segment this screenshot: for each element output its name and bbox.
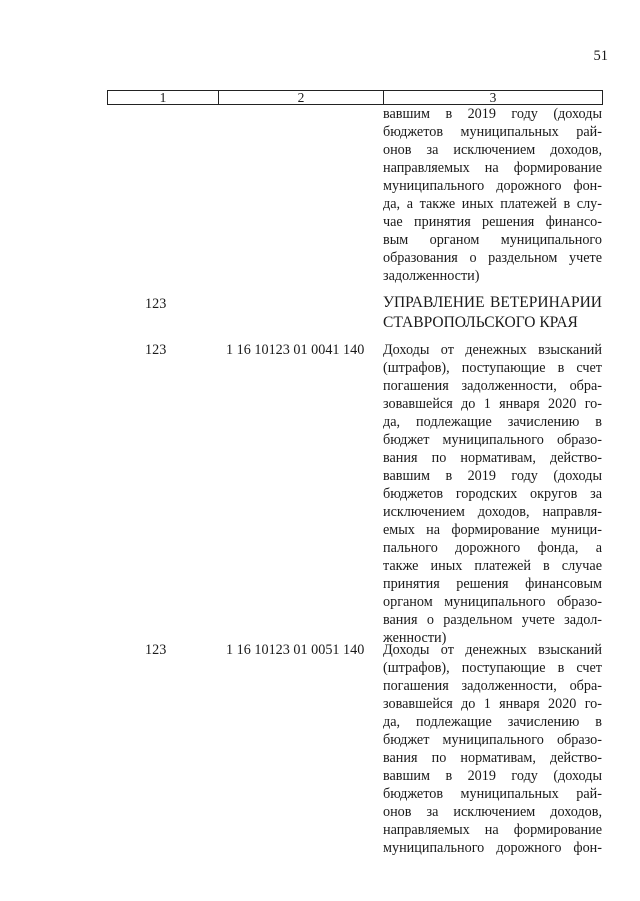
organization-heading <box>383 293 602 333</box>
text-line: онов за исключением доходов, <box>383 142 602 158</box>
text-line: также иных платежей в случае <box>383 558 602 574</box>
text-line: вавшим в 2019 году (доходы <box>383 106 602 122</box>
text-line: чае принятия решения финансо- <box>383 214 602 230</box>
kbk-code: 1 16 10123 01 0041 140 <box>226 342 365 358</box>
text-line: исключением доходов, направля- <box>383 504 602 520</box>
text-line: женности) <box>383 630 447 646</box>
income-description <box>383 341 602 647</box>
text-line: (штрафов), поступающие в счет <box>383 660 602 676</box>
header-col-3: 3 <box>489 90 497 105</box>
text-line: вания о раздельном учете задол- <box>383 612 602 628</box>
kbk-code: 1 16 10123 01 0051 140 <box>226 642 365 658</box>
text-line: бюджетов городских округов за <box>383 486 602 502</box>
text-line: бюджет муниципального образо- <box>383 732 602 748</box>
text-line: да, подлежащие зачислению в <box>383 714 602 730</box>
text-line: образования о раздельном учете <box>383 250 602 266</box>
admin-code: 123 <box>145 342 167 358</box>
page-number: 51 <box>593 48 608 64</box>
header-col-2: 2 <box>219 91 384 104</box>
table-header <box>107 90 603 105</box>
text-line: принятия решения финансовым <box>383 576 602 592</box>
text-line: вавшим в 2019 году (доходы <box>383 768 602 784</box>
heading-line: УПРАВЛЕНИЕ ВЕТЕРИНАРИИ <box>383 294 602 311</box>
text-line: бюджетов муниципальных рай- <box>383 124 602 140</box>
text-line: зовавшейся до 1 января 2020 го- <box>383 396 602 412</box>
text-line: Доходы от денежных взысканий <box>383 642 602 658</box>
text-line: вания по нормативам, действо- <box>383 750 602 766</box>
text-line: вания по нормативам, действо- <box>383 450 602 466</box>
text-line: бюджет муниципального образо- <box>383 432 602 448</box>
text-line: вавшим в 2019 году (доходы <box>383 468 602 484</box>
text-line: вым органом муниципального <box>383 232 602 248</box>
income-description <box>383 641 602 857</box>
text-line: муниципального дорожного фон- <box>383 178 602 194</box>
admin-code: 123 <box>145 296 167 312</box>
heading-line: СТАВРОПОЛЬСКОГО КРАЯ <box>383 314 578 331</box>
text-line: онов за исключением доходов, <box>383 804 602 820</box>
continued-description <box>383 105 602 285</box>
text-line: направляемых на формирование <box>383 822 602 838</box>
text-line: направляемых на формирование <box>383 160 602 176</box>
text-line: бюджетов муниципальных рай- <box>383 786 602 802</box>
text-line: погашения задолженности, обра- <box>383 378 602 394</box>
text-line: муниципального дорожного фон- <box>383 840 602 856</box>
text-line: да, а также иных платежей в слу- <box>383 196 602 212</box>
header-col-1: 1 <box>108 91 219 104</box>
text-line: зовавшейся до 1 января 2020 го- <box>383 696 602 712</box>
text-line: задолженности) <box>383 268 480 284</box>
text-line: (штрафов), поступающие в счет <box>383 360 602 376</box>
text-line: органом муниципального образо- <box>383 594 602 610</box>
text-line: Доходы от денежных взысканий <box>383 342 602 358</box>
text-line: да, подлежащие зачислению в <box>383 414 602 430</box>
text-line: погашения задолженности, обра- <box>383 678 602 694</box>
text-line: пального дорожного фонда, а <box>383 540 602 556</box>
text-line: емых на формирование муници- <box>383 522 602 538</box>
admin-code: 123 <box>145 642 167 658</box>
